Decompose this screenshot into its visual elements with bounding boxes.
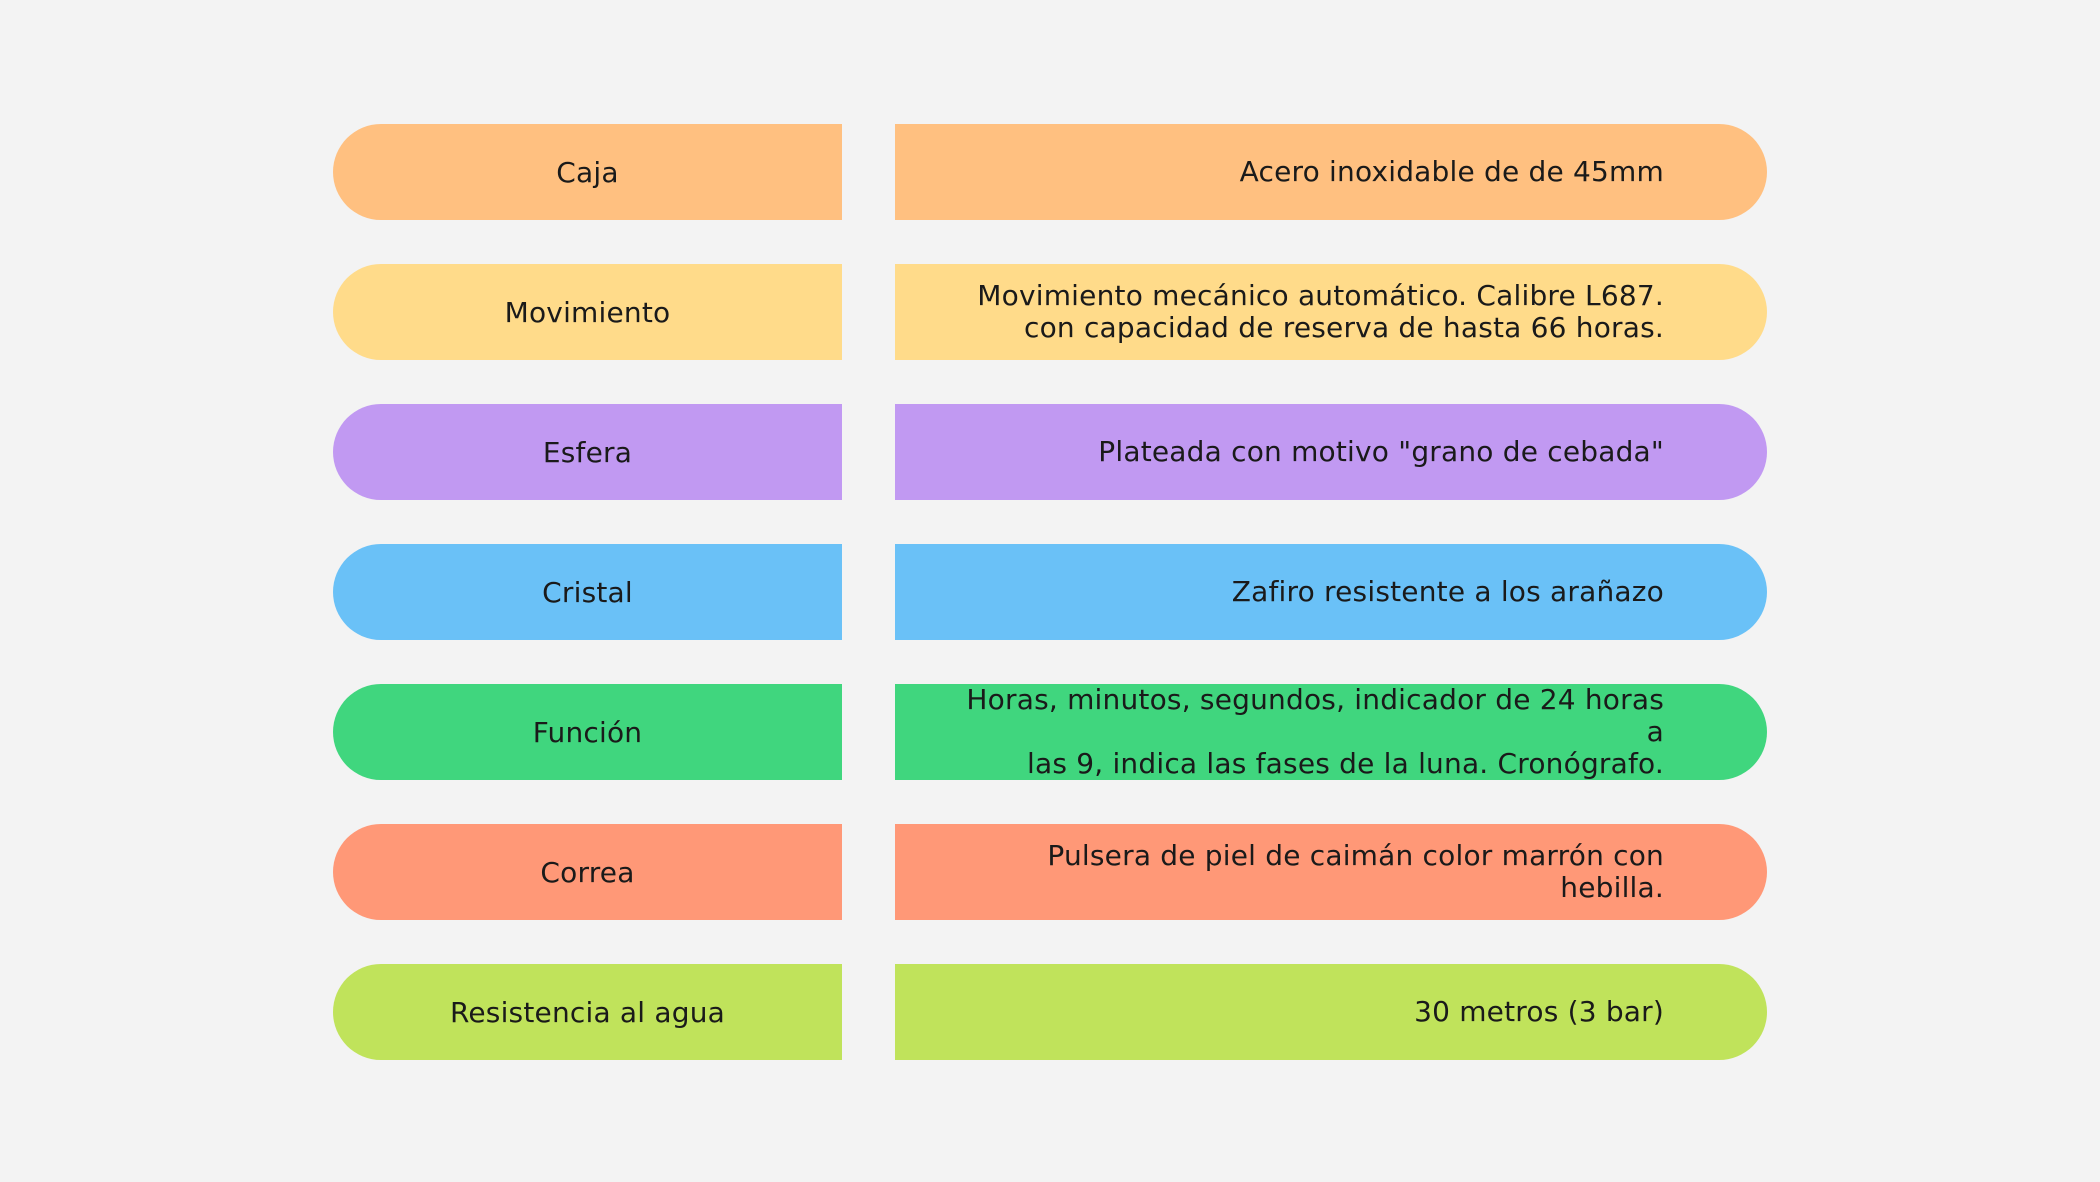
spec-label: Cristal — [333, 544, 842, 640]
spec-value-line: Horas, minutos, segundos, indicador de 24 horas a — [966, 683, 1664, 748]
spec-value-line: hebilla. — [1560, 871, 1664, 904]
spec-row-cristal — [333, 544, 1767, 640]
spec-value-line: con capacidad de reserva de hasta 66 horas. — [1023, 311, 1664, 344]
spec-label: Función — [333, 684, 842, 780]
spec-value — [895, 124, 1767, 220]
spec-value — [895, 824, 1767, 920]
spec-value-text — [977, 280, 1664, 344]
spec-row-funcion — [333, 684, 1767, 780]
spec-value-text: Acero inoxidable de de 45mm — [1239, 155, 1664, 188]
spec-label: Correa — [333, 824, 842, 920]
spec-value — [895, 404, 1767, 500]
spec-label: Movimiento — [333, 264, 842, 360]
spec-row-resistencia-al-agua — [333, 964, 1767, 1060]
spec-label: Resistencia al agua — [333, 964, 842, 1060]
spec-value-line: las 9, indica las fases de la luna. Cronógrafo. — [1027, 747, 1664, 780]
spec-value-text — [1047, 840, 1664, 904]
spec-row-caja — [333, 124, 1767, 220]
spec-row-correa — [333, 824, 1767, 920]
spec-value — [895, 684, 1767, 780]
spec-value-text — [944, 684, 1664, 780]
spec-row-esfera — [333, 404, 1767, 500]
spec-label: Caja — [333, 124, 842, 220]
spec-row-movimiento — [333, 264, 1767, 360]
spec-label: Esfera — [333, 404, 842, 500]
spec-value-line: Pulsera de piel de caimán color marrón con — [1047, 839, 1664, 872]
spec-value-text: Zafiro resistente a los arañazo — [1231, 575, 1664, 608]
spec-value — [895, 264, 1767, 360]
spec-value-text: Plateada con motivo "grano de cebada" — [1098, 435, 1664, 468]
spec-table — [333, 124, 1767, 1060]
spec-value-text: 30 metros (3 bar) — [1414, 995, 1664, 1028]
spec-value — [895, 544, 1767, 640]
spec-value-line: Movimiento mecánico automático. Calibre L687. — [977, 279, 1664, 312]
spec-value — [895, 964, 1767, 1060]
